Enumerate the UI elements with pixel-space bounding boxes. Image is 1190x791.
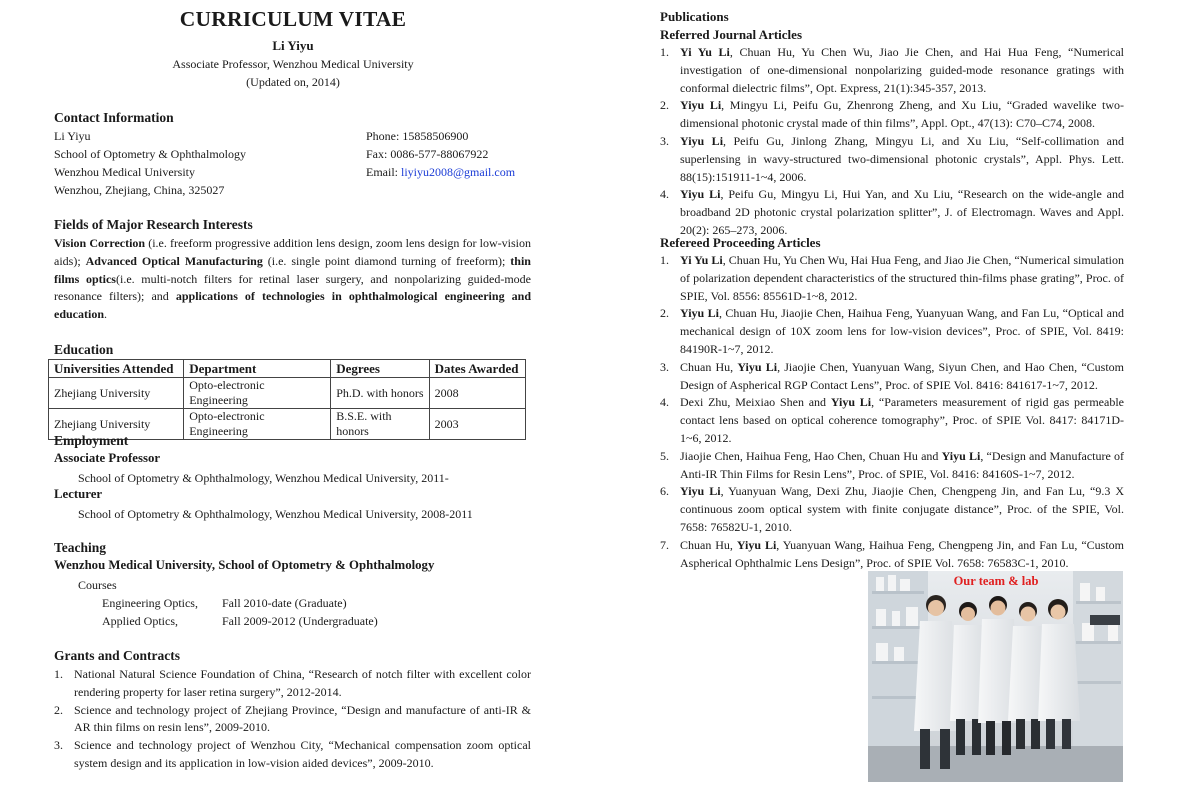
cv-position: Associate Professor, Wenzhou Medical University <box>172 57 414 71</box>
column-header: Degrees <box>331 360 429 378</box>
item-number: 3. <box>660 359 669 374</box>
list-item <box>660 394 1124 447</box>
ref-author-highlight: Yiyu Li <box>830 395 872 410</box>
grant-text: National Natural Science Foundation of China, “Research of notch filter with excellent color rendering property for laser retina surgery”, 2012-2014. <box>74 667 531 699</box>
research-heading: Fields of Major Research Interests <box>54 217 253 232</box>
course-name: Applied Optics, <box>102 614 178 628</box>
ref-author-highlight: Yiyu Li <box>680 187 721 202</box>
cv-name: Li Yiyu <box>272 38 314 53</box>
courses-label: Courses <box>78 578 117 592</box>
column-header: Dates Awarded <box>429 360 525 378</box>
table-cell: Opto-electronic Engineering <box>184 409 331 440</box>
list-item <box>660 252 1124 305</box>
list-item <box>660 305 1124 358</box>
table-cell: Ph.D. with honors <box>331 378 429 409</box>
item-number: 1. <box>660 45 669 59</box>
contact-fax: Fax: 0086-577-88067922 <box>366 147 489 161</box>
ref-text: , Chuan Hu, Yu Chen Wu, Hai Hua Feng, and Jiao Jie Chen, “Numerical simulation of polarization dependent characteristics of the structured thin-films phase grating”, Proc. of SPIE, Vol. 8556: 85561D-1~8, 2012. <box>680 253 1124 303</box>
education-table <box>48 359 526 440</box>
research-text: (i.e. multi-notch filters for retinal laser surgery, and nonpolarizing guided-mode resonance filters); and <box>54 271 531 304</box>
list-item <box>660 537 1124 573</box>
contact-email <box>366 165 515 180</box>
ref-text: , Jiaojie Chen, Yuanyuan Wang, Siyun Chen, and Hao Chen, “Custom Design of Aspherical RGP Contact Lens”, Proc. of SPIE Vol. 8416: 841617-1~7, 2012. <box>680 359 1124 392</box>
ref-text: , Peifu Gu, Mingyu Li, Hui Yan, and Xu Liu, “Research on the wide-angle and broadband 2D photonic crystal polarization splitter”, J. of Electromagn. Waves and Appl. 20(2): 265–273, 2006. <box>680 187 1124 237</box>
journal-heading: Referred Journal Articles <box>660 27 802 42</box>
contact-line: Wenzhou Medical University <box>54 165 195 179</box>
research-term: Advanced Optical Manufacturing <box>85 253 263 268</box>
table-cell: B.S.E. with honors <box>331 409 429 440</box>
ref-authors-before: Chuan Hu, <box>680 537 737 552</box>
team-photo <box>868 571 1123 782</box>
photo-caption: Our team & lab <box>953 574 1039 588</box>
list-item <box>54 702 531 738</box>
item-number: 2. <box>54 702 63 717</box>
job-title: Associate Professor <box>54 451 161 465</box>
item-number: 2. <box>660 306 669 321</box>
ref-author-highlight: Yi Yu Li <box>680 45 730 59</box>
email-link[interactable]: liyiyu2008@gmail.com <box>401 165 516 179</box>
ref-authors-before: Jiaojie Chen, Haihua Feng, Hao Chen, Chuan Hu and <box>680 448 942 463</box>
contact-heading: Contact Information <box>54 110 174 125</box>
research-term: applications of technologies in ophthalmological engineering and education <box>54 289 531 322</box>
grants-heading: Grants and Contracts <box>54 648 181 663</box>
ref-author-highlight: Yiyu Li <box>736 537 777 552</box>
ref-author-highlight: Yiyu Li <box>680 98 722 113</box>
grant-text: Science and technology project of Wenzhou City, “Mechanical compensation zoom optical system design and its application in low-vision aided devices”, 2009-2010. <box>74 738 531 770</box>
ref-author-highlight: Yiyu Li <box>680 306 719 321</box>
ref-authors-before: Chuan Hu, <box>680 359 738 374</box>
team-lab-image <box>868 571 1123 782</box>
ref-text: , Yuanyuan Wang, Dexi Zhu, Jiaojie Chen, Chengpeng Jin, and Fan Lu, “9.3 X continuous zoom optical system with finite conjugate distance”, Proc. of the SPIE, Vol. 7658: 76582U-1, 2010. <box>680 484 1124 534</box>
course-name: Engineering Optics, <box>102 596 198 610</box>
item-number: 4. <box>660 187 669 202</box>
list-item <box>660 483 1124 536</box>
research-text: (i.e. freeform progressive addition lens design, zoom lens design for low-vision aids); <box>54 236 531 268</box>
education-heading: Education <box>54 342 114 357</box>
item-number: 3. <box>54 738 63 753</box>
list-item <box>660 133 1124 186</box>
table-header-row <box>49 360 526 378</box>
table-cell: Zhejiang University <box>49 378 184 409</box>
list-item <box>660 44 1124 97</box>
grant-text: Science and technology project of Zhejiang Province, “Design and manufacture of anti-IR & AR thin films on resin lens”, 2009-2010. <box>74 702 531 735</box>
teaching-heading: Teaching <box>54 540 107 555</box>
course-term: Fall 2010-date (Graduate) <box>222 596 347 610</box>
job-detail: School of Optometry & Ophthalmology, Wenzhou Medical University, 2011- <box>78 471 449 485</box>
list-item <box>54 737 531 773</box>
proceeding-list <box>660 252 1124 572</box>
item-number: 1. <box>54 667 63 681</box>
table-cell: 2008 <box>429 378 525 409</box>
research-paragraph <box>54 235 531 324</box>
ref-text: , “Design and Manufacture of Anti-IR Thin Films for Resin Lens”, Proc. of SPIE, Vol. 8416: 84160S-1~7, 2012. <box>680 448 1124 481</box>
journal-list <box>660 44 1124 240</box>
list-item <box>660 359 1124 395</box>
ref-text: , “Parameters measurement of rigid gas permeable contact lens based on optical coherence tomography”, Proc. of SPIE Vol. 8417: 84171D-1~6, 2012. <box>680 395 1124 445</box>
item-number: 4. <box>660 395 669 410</box>
item-number: 3. <box>660 133 669 148</box>
publications-heading: Publications <box>660 9 729 24</box>
contact-line: Li Yiyu <box>54 129 91 143</box>
email-label: Email: <box>366 165 401 179</box>
column-header: Department <box>184 360 331 378</box>
item-number: 5. <box>660 448 669 463</box>
ref-text: , Chuan Hu, Jiaojie Chen, Haihua Feng, Yuanyuan Wang, and Fan Lu, “Optical and mechanical design of 10X zoom lens for low-vision devices”, Proc. of SPIE, Vol. 8419: 84190R-1~7, 2012. <box>680 306 1124 356</box>
contact-line: Wenzhou, Zhejiang, China, 325027 <box>54 183 225 197</box>
ref-author-highlight: Yiyu Li <box>680 484 721 499</box>
ref-author-highlight: Yi Yu Li <box>680 253 723 267</box>
table-cell: Opto-electronic Engineering <box>184 378 331 409</box>
employment-heading: Employment <box>54 433 129 448</box>
contact-line: School of Optometry & Ophthalmology <box>54 147 246 161</box>
ref-author-highlight: Yiyu Li <box>737 359 778 374</box>
research-term: thin films optics <box>54 253 531 286</box>
teaching-institution: Wenzhou Medical University, School of Optometry & Ophthalmology <box>54 558 435 572</box>
ref-text: , Mingyu Li, Peifu Gu, Zhenrong Zheng, and Xu Liu, “Graded wavelike two-dimensional photonic crystal made of thin films”, Appl. Opt., 47(13): C70–C74, 2008. <box>680 98 1124 131</box>
ref-authors-before: Dexi Zhu, Meixiao Shen and <box>680 395 831 410</box>
item-number: 2. <box>660 98 669 113</box>
grants-list <box>54 666 531 773</box>
table-cell: 2003 <box>429 409 525 440</box>
table-cell: Zhejiang University <box>49 409 184 440</box>
cv-updated: (Updated on, 2014) <box>246 75 340 89</box>
table-row <box>49 378 526 409</box>
ref-author-highlight: Yiyu Li <box>941 448 981 463</box>
item-number: 6. <box>660 484 669 499</box>
list-item <box>54 666 531 702</box>
proceeding-heading: Refereed Proceeding Articles <box>660 235 821 250</box>
job-title: Lecturer <box>54 487 103 501</box>
research-term: Vision Correction <box>54 236 146 250</box>
ref-author-highlight: Yiyu Li <box>680 133 724 148</box>
item-number: 1. <box>660 253 669 267</box>
research-text: . <box>104 307 108 322</box>
list-item <box>660 97 1124 133</box>
course-term: Fall 2009-2012 (Undergraduate) <box>222 614 378 628</box>
list-item <box>660 448 1124 484</box>
research-text: (i.e. single point diamond turning of freeform); <box>262 253 511 268</box>
ref-text: , Chuan Hu, Yu Chen Wu, Jiao Jie Chen, and Hai Hua Feng, “Numerical investigation of one-dimensional nonpolarizing guided-mode resonance gratings with conformal dielectric films”, Opt. Express, 21(1):345-357, 2013. <box>680 45 1125 95</box>
contact-phone: Phone: 15858506900 <box>366 129 469 143</box>
ref-text: , Peifu Gu, Jinlong Zhang, Mingyu Li, and Xu Liu, “Self-collimation and superlensing in wavy-structured two-dimensional photonic crystals”, Appl. Phys. Lett. 88(15):151911-1~4, 2006. <box>680 133 1124 184</box>
job-detail: School of Optometry & Ophthalmology, Wenzhou Medical University, 2008-2011 <box>78 507 473 521</box>
list-item <box>660 186 1124 239</box>
cv-title: CURRICULUM VITAE <box>179 7 407 31</box>
ref-text: , Yuanyuan Wang, Haihua Feng, Chengpeng Jin, and Fan Lu, “Custom Aspherical Ophthalmic Lens Design”, Proc. of SPIE Vol. 7658: 76583C-1, 2010. <box>680 537 1125 570</box>
item-number: 7. <box>660 537 669 552</box>
column-header: Universities Attended <box>49 360 184 378</box>
